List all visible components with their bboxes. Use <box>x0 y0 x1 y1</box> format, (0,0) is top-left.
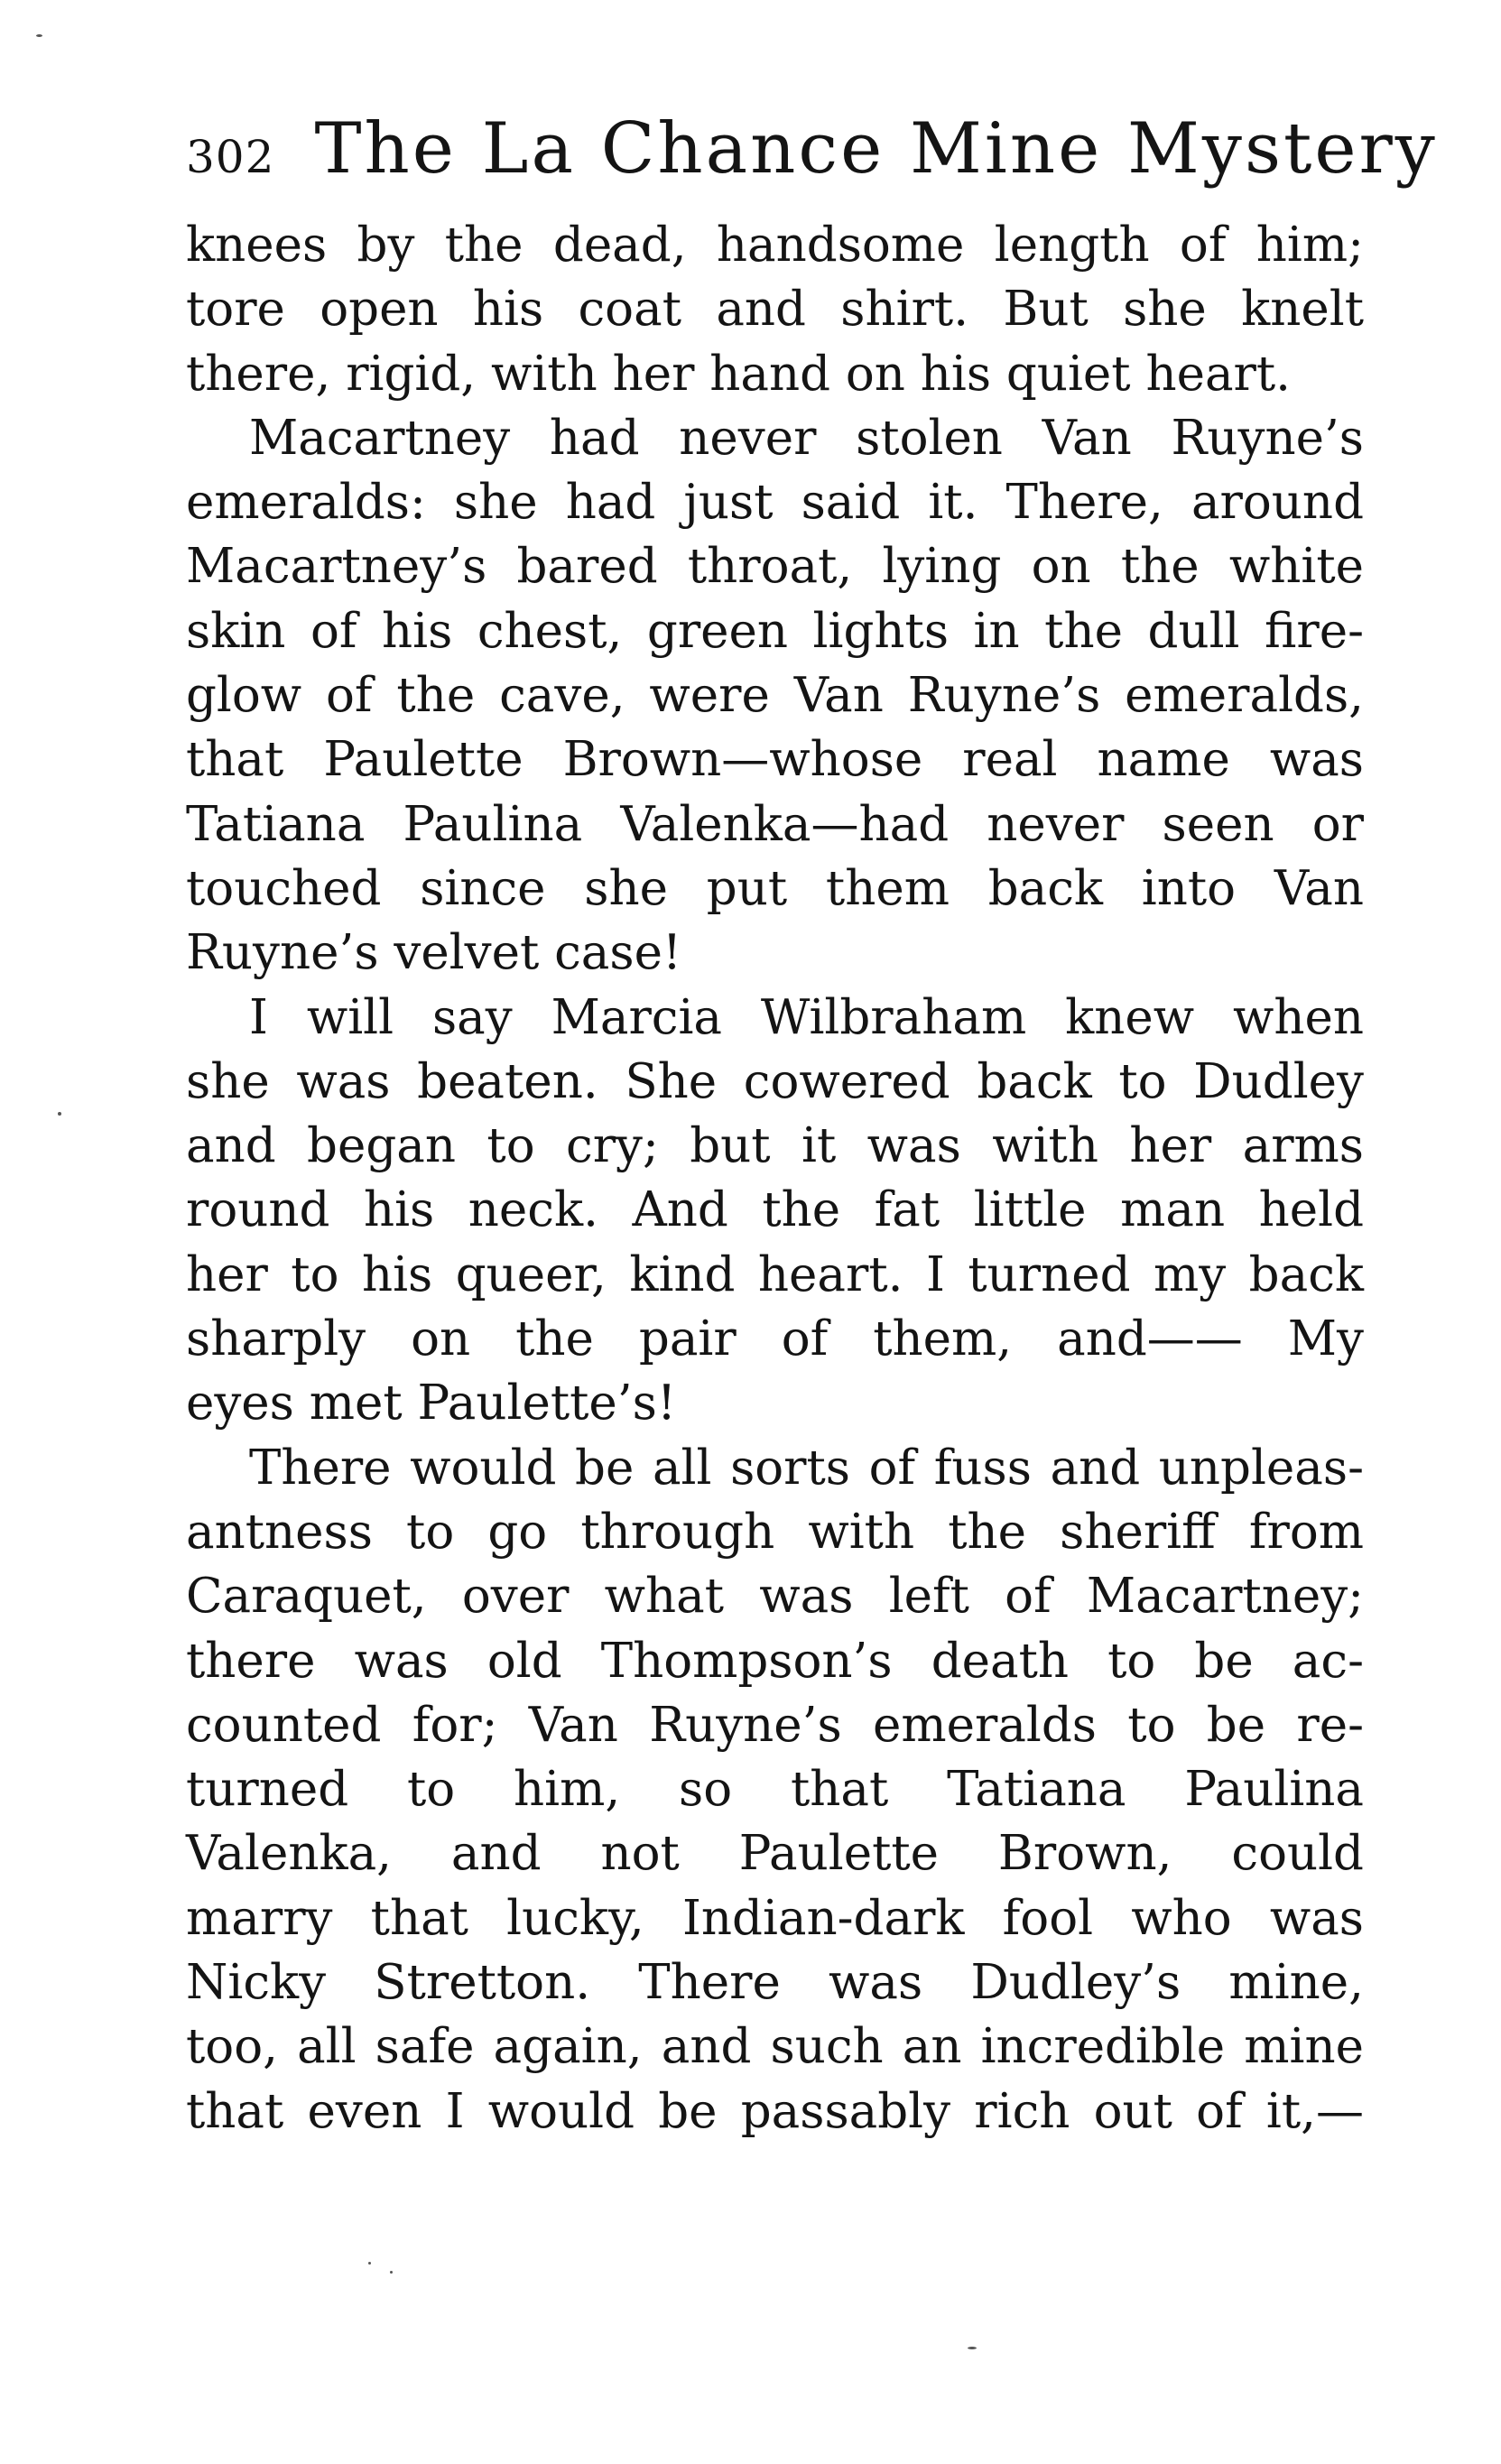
text-line: counted for; Van Ruyne’s emeralds to be re- <box>186 1697 1364 1753</box>
text-line: Macartney had never stolen Van Ruyne’s <box>249 410 1364 466</box>
text-line: that Paulette Brown—whose real name was <box>186 732 1364 788</box>
page-number: 302 <box>186 131 275 183</box>
text-line: eyes met Paulette’s! <box>186 1376 677 1431</box>
text-line: turned to him, so that Tatiana Paulina <box>186 1762 1364 1818</box>
text-line: skin of his chest, green lights in the dull fire- <box>186 603 1364 659</box>
running-head <box>186 108 1438 199</box>
text-line: There would be all sorts of fuss and unpleas- <box>249 1440 1364 1496</box>
book-title: The La Chance Mine Mystery <box>314 108 1438 190</box>
text-line: round his neck. And the fat little man held <box>186 1182 1364 1238</box>
text-line: touched since she put them back into Van <box>186 860 1364 916</box>
paper-speck <box>368 2262 371 2265</box>
text-line: she was beaten. She cowered back to Dudley <box>186 1053 1364 1109</box>
body-text <box>186 213 1364 2144</box>
text-line: Caraquet, over what was left of Macartney; <box>186 1569 1364 1625</box>
text-line: there was old Thompson’s death to be ac- <box>186 1633 1364 1689</box>
text-line: I will say Marcia Wilbraham knew when <box>249 989 1364 1045</box>
text-line: Macartney’s bared throat, lying on the white <box>186 539 1364 595</box>
text-line: that even I would be passably rich out of it,— <box>186 2083 1364 2139</box>
text-line: too, all safe again, and such an incredible mine <box>186 2019 1364 2075</box>
text-line: emeralds: she had just said it. There, around <box>186 475 1364 531</box>
text-line: marry that lucky, Indian-dark fool who was <box>186 1890 1364 1946</box>
paper-speck <box>58 1112 61 1116</box>
text-line: tore open his coat and shirt. But she knelt <box>186 282 1364 338</box>
text-line: Valenka, and not Paulette Brown, could <box>186 1826 1364 1882</box>
text-line: and began to cry; but it was with her arms <box>186 1118 1364 1174</box>
text-line: Nicky Stretton. There was Dudley’s mine, <box>186 1955 1364 2011</box>
text-line: knees by the dead, handsome length of him; <box>186 218 1364 273</box>
text-line: her to his queer, kind heart. I turned my back <box>186 1246 1364 1302</box>
text-line: there, rigid, with her hand on his quiet heart. <box>186 346 1292 402</box>
text-line: sharply on the pair of them, and—— My <box>186 1311 1364 1367</box>
paper-speck <box>36 34 42 37</box>
paper-speck <box>390 2271 393 2274</box>
text-line: Ruyne’s velvet case! <box>186 925 682 981</box>
text-line: antness to go through with the sheriff from <box>186 1504 1364 1560</box>
text-line: glow of the cave, were Van Ruyne’s emeralds, <box>186 668 1364 724</box>
paper-speck <box>968 2347 977 2349</box>
text-line: Tatiana Paulina Valenka—had never seen or <box>186 796 1364 852</box>
